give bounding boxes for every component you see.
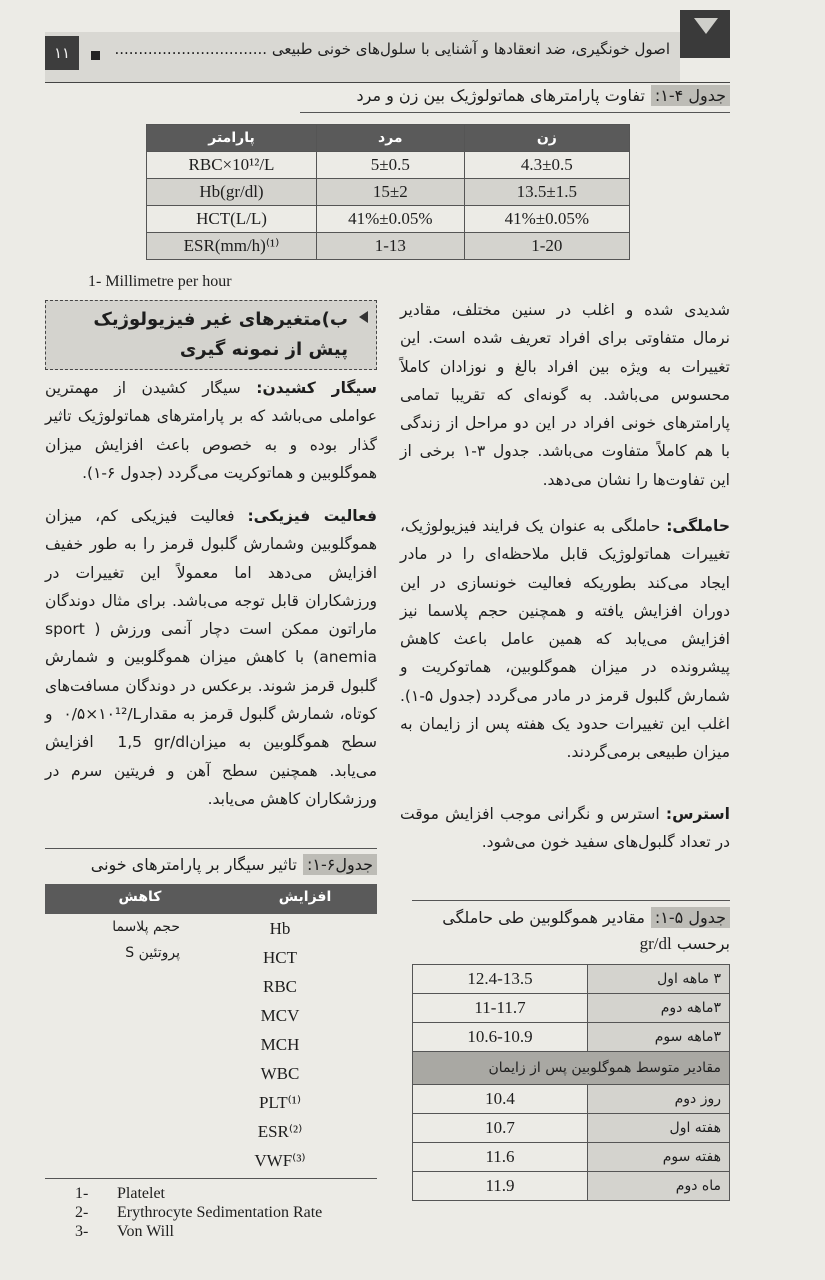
header-corner-triangle-icon: [694, 18, 718, 34]
cell-male: 5±0.5: [316, 152, 464, 179]
list-item: Hb: [269, 919, 291, 938]
table-row: [147, 233, 630, 260]
footnote-item: 1- Platelet: [75, 1185, 165, 1202]
cell-param: HCT(L/L): [147, 206, 317, 233]
pregnancy-paragraph: [400, 512, 730, 767]
activity-text: فعالیت فیزیکی کم، میزان هموگلوبین وشمارش گلبول قرمز را به طور خفیف افزایش می‌دهد اما معمولاً این تغییرات در ورزشکاران قابل توجه می‌باشد. برای مثال دوندگان ماراتون ممکن است دچار آنمی ورزش ( sport anemia) با کاهش میزان هموگلوبین و شمارش گلبول قرمز شوند. برعکس در دوندگان مسافت‌های کوتاه، شمارش گلبول قرمز به مقدار‎ ۰/۵×۱۰¹²/L ‏و سطح هموگلوبین به میزان‎ 1,5 gr/dl ‏افزایش می‌یابد. همچنین سطح آهن و فریتین سرم در ورزشکاران کاهش می‌یابد.: [45, 507, 377, 808]
list-item: PLT⁽¹⁾: [258, 1093, 302, 1112]
term-pregnancy: حاملگی:: [666, 517, 730, 535]
heading-arrow-icon: [359, 311, 368, 323]
table-row: 10.4 روز دوم: [413, 1085, 730, 1114]
footnote-item: 3- Von Will: [75, 1223, 174, 1240]
table-row: 10.7 هفته اول: [413, 1114, 730, 1143]
term-smoking: سیگار کشیدن:: [256, 379, 378, 397]
section-heading-text: ب)متغیرهای غیر فیزیولوژیک پیش از نمونه گیری: [93, 309, 348, 360]
table-caption-label: جدول ۵-۱:: [651, 907, 730, 928]
activity-paragraph: [45, 502, 377, 813]
list-item: پروتئین S: [125, 945, 180, 961]
table-row: 11.6 هفته سوم: [413, 1143, 730, 1172]
table-caption: [412, 900, 730, 957]
stress-text: استرس و نگرانی موجب افزایش موقت در تعداد گلبول‌های سفید خون می‌شود.: [400, 805, 730, 852]
table-row: [147, 179, 630, 206]
col-male: مرد: [316, 125, 464, 152]
header-rule: [45, 82, 730, 83]
col-param: پارامتر: [147, 125, 317, 152]
gender-table: [146, 124, 630, 260]
pregnancy-hb-table: [412, 964, 730, 1201]
page-number: ۱۱: [45, 36, 79, 70]
table-row: [147, 152, 630, 179]
list-item: حجم پلاسما: [112, 919, 180, 935]
table-caption: [45, 848, 377, 874]
intro-paragraph: شدیدی شده و اغلب در سنین مختلف، مقادیر نرمال متفاوتی برای افراد تعریف شده است. این تغییرات به ویژه بین افراد بالغ و نوزادان کاملاً محسوس می‌باشد. به گونه‌ای که تقریبا تمامی پارامترهای خونی افراد در این دو مراحل از زندگی با هم کاملاً متفاوت می‌باشد. جدول ۳-۱ برخی از این تفاوت‌ها را نشان می‌دهد.: [400, 301, 731, 489]
table-header-row: [147, 125, 630, 152]
cell-param: ESR(mm/h)⁽¹⁾: [147, 233, 317, 260]
table-row: [147, 206, 630, 233]
table-row: 11-11.7 ۳ماهه دوم: [413, 994, 730, 1023]
term-stress: استرس:: [665, 805, 730, 823]
smoking-table-header: [45, 884, 377, 914]
col-decrease: کاهش: [118, 889, 162, 905]
running-header-title: اصول خونگیری، ضد انعقادها و آشنایی با سلول‌های خونی طبیعی ................................: [114, 40, 670, 58]
table-subheader-row: مقادیر متوسط هموگلوبین پس از زایمان: [413, 1052, 730, 1085]
increase-list: [240, 914, 320, 1175]
table-caption-unit: gr/dl: [639, 934, 672, 953]
table-caption-label: جدول۶-۱:: [303, 854, 377, 875]
table-caption-text: تاثیر سیگار بر پارامترهای خونی: [90, 855, 297, 874]
bullet-square-icon: [91, 51, 100, 60]
table-row: 12.4-13.5 ۳ ماهه اول: [413, 965, 730, 994]
cell-param: RBC×10¹²/L: [147, 152, 317, 179]
footnote-item: 2- Erythrocyte Sedimentation Rate: [75, 1204, 323, 1221]
table-caption-text: مقادیر هموگلوبین طی حاملگی برحسب: [442, 908, 730, 953]
cell-female: 4.3±0.5: [464, 152, 629, 179]
term-activity: فعالیت فیزیکی:: [247, 507, 377, 525]
list-item: MCV: [260, 1006, 300, 1025]
table-caption: [300, 86, 730, 113]
cell-male: 15±2: [316, 179, 464, 206]
list-item: MCH: [260, 1035, 300, 1054]
smoking-text: سیگار کشیدن از مهمترین عواملی می‌باشد که بر پارامترهای هماتولوژیک تاثیر گذار بوده و به خصوص باعث افزایش میزان هموگلوبین و هماتوکریت می‌گردد (جدول ۶-۱).: [45, 379, 377, 482]
list-item: VWF⁽³⁾: [254, 1151, 306, 1170]
col-female: زن: [464, 125, 629, 152]
table-caption-text: تفاوت پارامترهای هماتولوژیک بین زن و مرد: [356, 86, 645, 105]
table-caption-label: جدول ۴-۱:: [651, 85, 730, 106]
table-bottom-rule: [45, 1178, 377, 1179]
pregnancy-text: حاملگی به عنوان یک فرایند فیزیولوژیک، تغییرات هماتولوژیک قابل ملاحظه‌ای را در مادر ایجاد می‌کند بطوریکه فعالیت خونسازی در این دوران افزایش یافته و همچنین حجم پلاسما نیز افزایش می‌یابد که همین عامل باعث کاهش پیشرونده در میزان هموگلوبین، هماتوکریت و شمارش گلبول قرمز در مادر می‌گردد (جدول ۵-۱). اغلب این تغییرات حدود یک هفته پس از زایمان به میزان طبیعی برمی‌گردند.: [400, 517, 730, 762]
stress-paragraph: [400, 800, 730, 857]
section-heading: [45, 300, 377, 370]
col-increase: افزایش: [278, 889, 332, 905]
list-item: RBC: [262, 977, 298, 996]
table-footnote: 1- Millimetre per hour: [88, 273, 232, 290]
smoking-paragraph: [45, 374, 377, 487]
cell-female: 13.5±1.5: [464, 179, 629, 206]
list-item: HCT: [263, 948, 297, 967]
table-row: 10.6-10.9 ۳ماهه سوم: [413, 1023, 730, 1052]
decrease-list: [70, 914, 180, 966]
cell-female: 41%±0.05%: [464, 206, 629, 233]
cell-param: Hb(gr/dl): [147, 179, 317, 206]
cell-male: 41%±0.05%: [316, 206, 464, 233]
cell-male: 1-13: [316, 233, 464, 260]
smoking-table-footnotes: [75, 1184, 375, 1241]
table-row: 11.9 ماه دوم: [413, 1172, 730, 1201]
list-item: ESR⁽²⁾: [257, 1122, 303, 1141]
list-item: WBC: [260, 1064, 300, 1083]
cell-female: 1-20: [464, 233, 629, 260]
